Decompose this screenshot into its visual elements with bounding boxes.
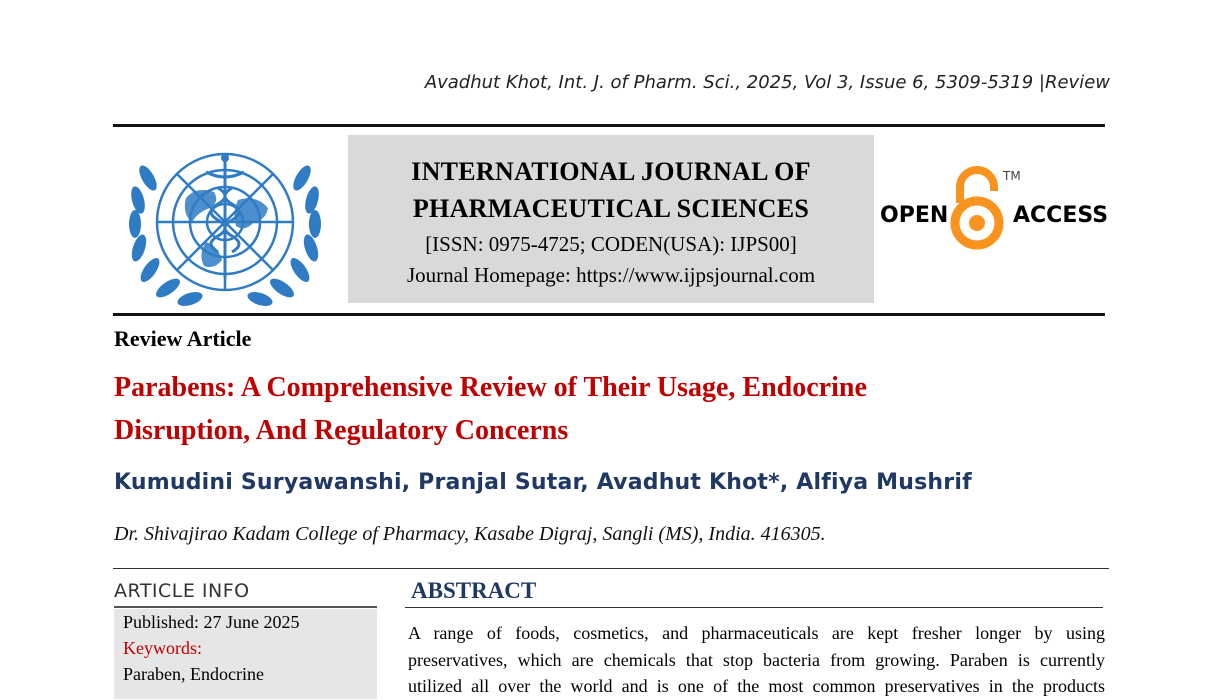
journal-issn: [ISSN: 0975-4725; CODEN(USA): IJPS00] — [425, 232, 797, 256]
author-list: Kumudini Suryawanshi, Pranjal Sutar, Avadhut Khot*, Alfiya Mushrif — [114, 470, 972, 495]
section-divider — [113, 568, 1109, 569]
open-lock-icon — [955, 170, 999, 245]
published-date: Published: 27 June 2025 — [123, 612, 300, 632]
header-rule-bottom — [113, 313, 1105, 316]
journal-name-line1: INTERNATIONAL JOURNAL OF — [411, 157, 811, 186]
article-info-rule — [114, 606, 377, 608]
article-title — [114, 366, 1074, 452]
running-head: Avadhut Khot, Int. J. of Pharm. Sci., 2025, Vol 3, Issue 6, 5309-5319 |Review — [424, 72, 1110, 93]
open-access-logo — [880, 165, 1110, 255]
abstract-heading: ABSTRACT — [411, 578, 537, 603]
keywords-list: Paraben, Endocrine — [123, 664, 264, 684]
article-title-line1: Parabens: A Comprehensive Review of Their Usage, Endocrine — [114, 372, 867, 403]
journal-masthead — [348, 135, 874, 303]
journal-homepage-link[interactable]: Journal Homepage: https://www.ijpsjournal.com — [406, 263, 816, 287]
article-title-line2: Disruption, And Regulatory Concerns — [114, 415, 569, 446]
keywords-label: Keywords: — [123, 638, 202, 658]
open-access-left-text: OPEN — [880, 203, 949, 228]
header-rule-top — [113, 124, 1105, 127]
article-info-heading: ARTICLE INFO — [114, 580, 250, 602]
article-info-box — [114, 609, 377, 699]
abstract-rule — [405, 607, 1103, 608]
trademark-mark: TM — [1003, 169, 1021, 183]
abstract-body — [408, 620, 1105, 700]
journal-emblem-logo — [126, 138, 324, 306]
abstract-line: A range of foods, cosmetics, and pharmaceuticals are kept fresher longer by using — [408, 623, 1105, 643]
open-access-right-text: ACCESS — [1013, 203, 1109, 228]
abstract-line: utilized all over the world and is one of the most common preservatives in the products — [408, 676, 1105, 696]
journal-name-line2: PHARMACEUTICAL SCIENCES — [412, 194, 810, 223]
affiliation: Dr. Shivajirao Kadam College of Pharmacy, Kasabe Digraj, Sangli (MS), India. 416305. — [114, 523, 826, 545]
article-type: Review Article — [114, 326, 252, 351]
abstract-line: preservatives, which are chemicals that stop bacteria from growing. Paraben is currently — [408, 649, 1105, 670]
